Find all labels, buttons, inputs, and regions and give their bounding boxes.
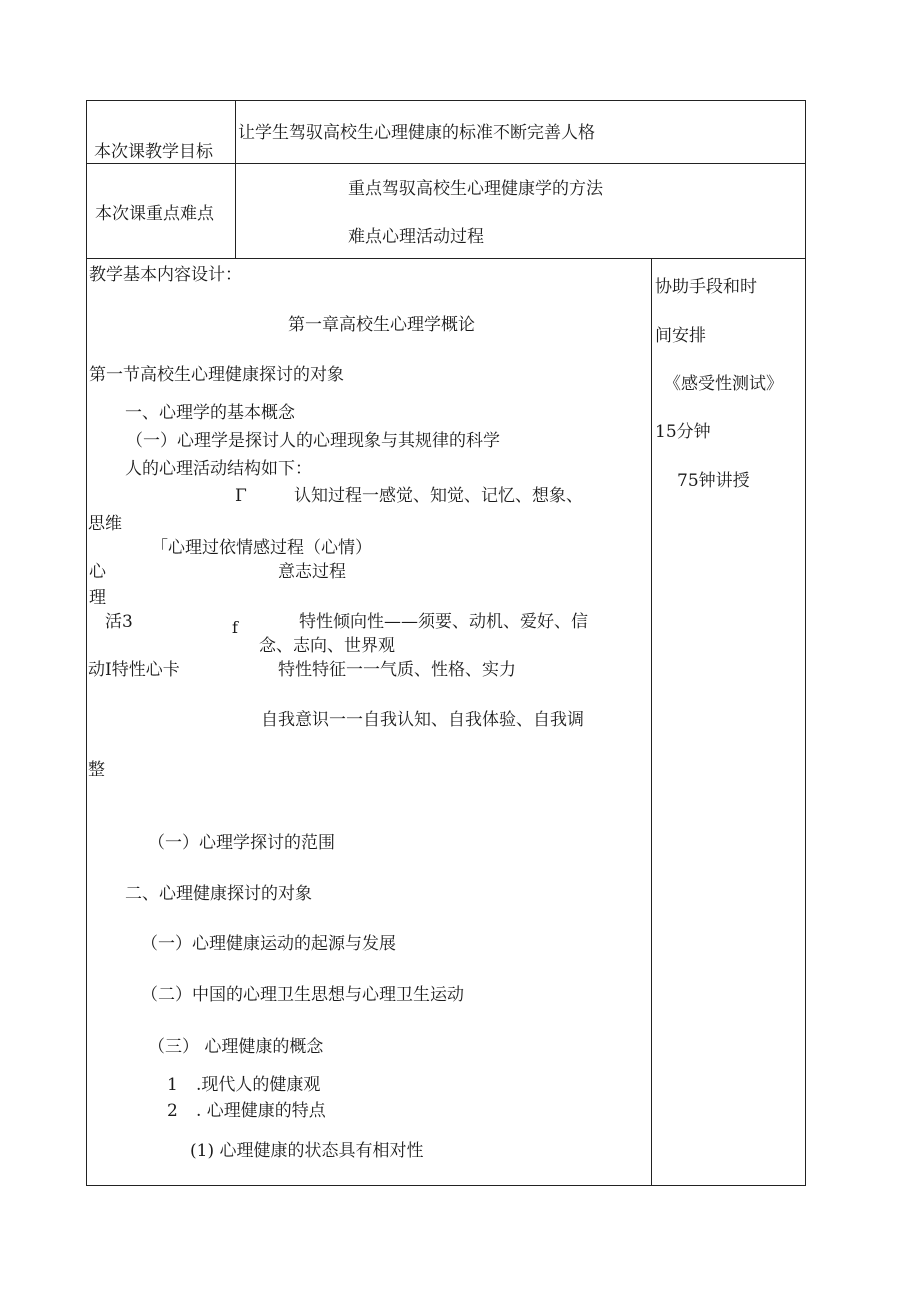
sub-2: . 心理健康的特点 [196,1101,326,1121]
left-char-xin: 心 [89,562,106,582]
side-column-divider [651,258,652,1186]
row-divider-1 [86,163,806,164]
tendency-line: 特性倾向性——须要、动机、爱好、信 [299,612,588,632]
lesson-plan-table [86,100,806,1186]
tendency-cont: 念、志向、世界观 [259,636,395,656]
difficult-point: 难点心理活动过程 [348,227,484,247]
row-divider-2 [86,258,806,259]
side-test: 《感受性测试》 [664,374,783,394]
item-2-2: （二）中国的心理卫生思想与心理卫生运动 [141,985,464,1005]
scope-item: （一）心理学探讨的范围 [148,833,335,853]
left-char-li: 理 [89,588,106,608]
sub-2-number: 2 [167,1101,178,1121]
design-title: 教学基本内容设计： [89,265,242,285]
section-title: 第一节高校生心理健康探讨的对象 [89,365,344,385]
header-column-divider [235,100,236,258]
structure-intro: 人的心理活动结构如下： [125,459,312,479]
brace-top: Γ [235,486,247,506]
feature-line: 特性特征一一气质、性格、实力 [278,660,516,680]
left-char-huo: 活3 [105,612,133,632]
key-point: 重点驾驭高校生心理健康学的方法 [348,179,603,199]
self-awareness-line: 自我意识一一自我认知、自我体验、自我调 [261,710,584,730]
cognition-line: 认知过程一感觉、知觉、记忆、想象、 [294,486,583,506]
chapter-title: 第一章高校生心理学概论 [288,315,475,335]
goal-text: 让学生驾驭高校生心理健康的标准不断完善人格 [238,123,595,143]
left-char-dong: 动I特性心卡 [88,660,180,680]
goal-label: 本次课教学目标 [94,142,213,162]
cognition-cont: 思维 [88,514,122,534]
side-line-1: 协助手段和时 [655,277,757,297]
item-2-3: （三） 心理健康的概念 [148,1037,324,1057]
side-time-2: 75钟讲授 [677,471,750,491]
self-awareness-cont: 整 [88,760,105,780]
item-2: 二、心理健康探讨的对象 [125,884,312,904]
side-line-2: 间安排 [655,326,706,346]
sub-1-number: 1 [167,1075,178,1095]
item-2-1: （一）心理健康运动的起源与发展 [141,934,396,954]
will-process: 意志过程 [278,562,346,582]
brace-f: f [232,618,238,637]
key-label: 本次课重点难点 [95,204,214,224]
item-1-1: （一）心理学是探讨人的心理现象与其规律的科学 [126,431,500,451]
item-1: 一、心理学的基本概念 [125,403,295,423]
sub-2-1: (1) 心理健康的状态具有相对性 [190,1141,424,1161]
side-time-1: 15分钟 [655,422,711,442]
sub-1: .现代人的健康观 [196,1075,321,1095]
process-line: 「心理过依情感过程（心情） [151,538,372,558]
